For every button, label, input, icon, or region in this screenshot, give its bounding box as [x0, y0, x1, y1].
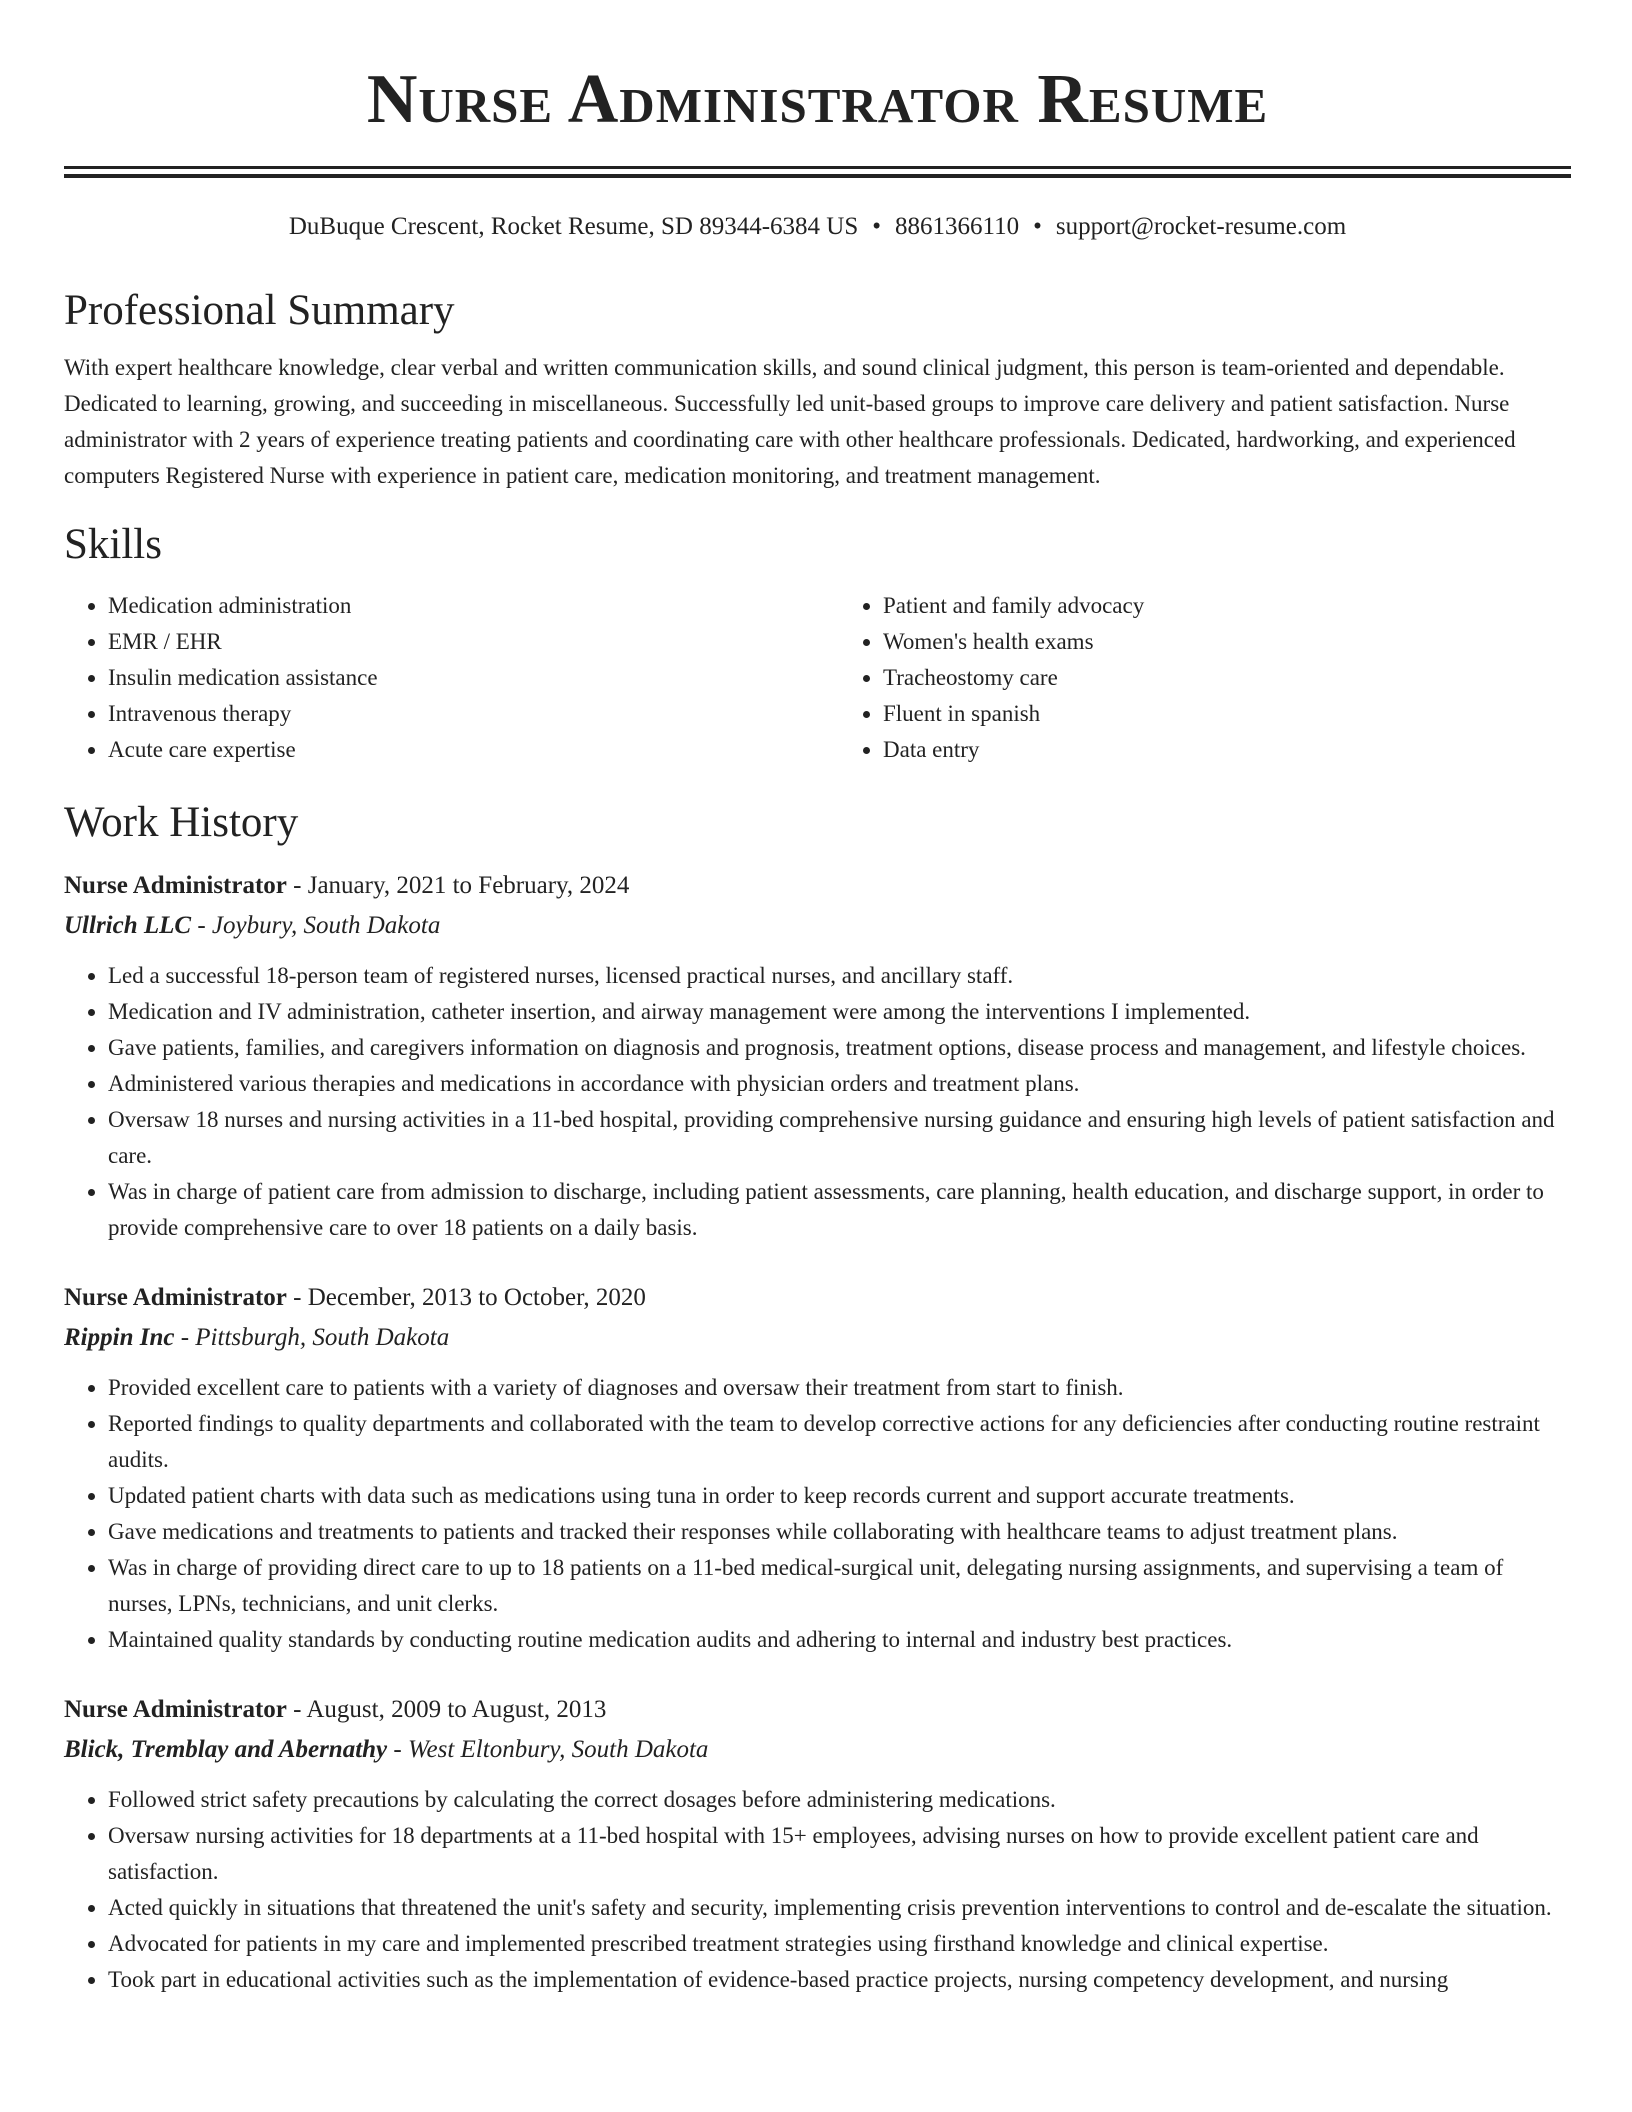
skill-item: • Tracheostomy care [883, 660, 1571, 696]
summary-section [64, 286, 1571, 494]
job-location: - West Eltonbury, South Dakota [387, 1736, 709, 1763]
skills-section [64, 520, 1571, 768]
title-divider [64, 166, 1571, 178]
job-header [64, 1278, 1571, 1318]
skills-heading: Skills [64, 521, 162, 568]
page-title: Nurse Administrator Resume [366, 61, 1269, 138]
job-company-line [64, 1318, 1571, 1358]
job-bullets [64, 1782, 1571, 1998]
job-bullet: • Gave medications and treatments to patients and tracked their responses while collaborating with healthcare teams to adjust treatment plans. [108, 1514, 1571, 1550]
job-bullet: • Was in charge of patient care from admission to discharge, including patient assessments, care planning, health education, and discharge support, in order to provide comprehensive care to over 18 patients on a daily basis. [108, 1174, 1571, 1246]
job-dates: - August, 2009 to August, 2013 [286, 1696, 607, 1723]
job-bullet: • Administered various therapies and medications in accordance with physician orders and treatment plans. [108, 1066, 1571, 1102]
contact-line [64, 212, 1571, 242]
job-bullet: • Was in charge of providing direct care to up to 18 patients on a 11-bed medical-surgical unit, delegating nursing assignments, and supervising a team of nurses, LPNs, technicians, and unit clerks. [108, 1550, 1571, 1622]
job-company-line [64, 906, 1571, 946]
job-bullet: • Oversaw 18 nurses and nursing activities in a 11-bed hospital, providing comprehensive nursing guidance and ensuring high levels of patient satisfaction and care. [108, 1102, 1571, 1174]
contact-address: DuBuque Crescent, Rocket Resume, SD 89344-6384 US [288, 213, 859, 240]
job-bullet: • Acted quickly in situations that threatened the unit's safety and security, implementing crisis prevention interventions to control and de-escalate the situation. [108, 1890, 1571, 1926]
job-company: Ullrich LLC [64, 912, 192, 939]
summary-text: With expert healthcare knowledge, clear verbal and written communication skills, and sound clinical judgment, this person is team-oriented and dependable. Dedicated to learning, growing, and succeeding in miscellaneous. Successfully led unit-based groups to improve care delivery and patient satisfaction. Nurse administrator with 2 years of experience treating patients and coordinating care with other healthcare professionals. Dedicated, hardworking, and experienced computers Registered Nurse with experience in patient care, medication monitoring, and treatment management. [64, 355, 1516, 488]
skill-item: • Patient and family advocacy [883, 588, 1571, 624]
job-header [64, 1690, 1571, 1730]
job-bullet: • Took part in educational activities such as the implementation of evidence-based practice projects, nursing competency development, and nursing [108, 1962, 1571, 1998]
job-bullet: • Provided excellent care to patients with a variety of diagnoses and oversaw their treatment from start to finish. [108, 1370, 1571, 1406]
job-bullet: • Followed strict safety precautions by calculating the correct dosages before administering medications. [108, 1782, 1571, 1818]
skill-item: • Insulin medication assistance [108, 660, 796, 696]
contact-separator: • [872, 213, 881, 240]
job-entry [64, 1690, 1571, 1998]
resume-page [64, 0, 1571, 1998]
work-history-heading: Work History [64, 799, 299, 846]
skill-item: • Intravenous therapy [108, 696, 796, 732]
skill-item: • Women's health exams [883, 624, 1571, 660]
contact-phone: 8861366110 [895, 213, 1020, 240]
skills-list-right [796, 588, 1571, 768]
job-entry [64, 866, 1571, 1246]
job-company-line [64, 1730, 1571, 1770]
job-bullet: • Updated patient charts with data such as medications using tuna in order to keep records current and support accurate treatments. [108, 1478, 1571, 1514]
job-location: - Joybury, South Dakota [191, 912, 441, 939]
job-bullet: • Advocated for patients in my care and implemented prescribed treatment strategies using firsthand knowledge and clinical expertise. [108, 1926, 1571, 1962]
skill-item: • EMR / EHR [108, 624, 796, 660]
job-bullet: • Reported findings to quality departments and collaborated with the team to develop corrective actions for any deficiencies after conducting routine restraint audits. [108, 1406, 1571, 1478]
job-bullet: • Oversaw nursing activities for 18 departments at a 11-bed hospital with 15+ employees, advising nurses on how to provide excellent patient care and satisfaction. [108, 1818, 1571, 1890]
job-title: Nurse Administrator [64, 1696, 287, 1723]
contact-separator: • [1033, 213, 1042, 240]
skills-columns [64, 588, 1571, 768]
job-company: Rippin Inc [64, 1324, 175, 1351]
job-bullet: • Gave patients, families, and caregivers information on diagnosis and prognosis, treatment options, disease process and management, and lifestyle choices. [108, 1030, 1571, 1066]
contact-email: support@rocket-resume.com [1055, 213, 1347, 240]
job-header [64, 866, 1571, 906]
work-history-section [64, 798, 1571, 1998]
skills-list-left [64, 588, 796, 768]
job-bullet: • Medication and IV administration, catheter insertion, and airway management were among the interventions I implemented. [108, 994, 1571, 1030]
job-title: Nurse Administrator [64, 872, 287, 899]
skill-item: • Data entry [883, 732, 1571, 768]
job-entry [64, 1278, 1571, 1658]
job-title: Nurse Administrator [64, 1284, 287, 1311]
skill-item: • Acute care expertise [108, 732, 796, 768]
skill-item: • Medication administration [108, 588, 796, 624]
job-company: Blick, Tremblay and Abernathy [64, 1736, 388, 1763]
job-bullet: • Led a successful 18-person team of registered nurses, licensed practical nurses, and ancillary staff. [108, 958, 1571, 994]
job-dates: - January, 2021 to February, 2024 [286, 872, 630, 899]
job-location: - Pittsburgh, South Dakota [174, 1324, 450, 1351]
job-bullets [64, 1370, 1571, 1658]
job-bullet: • Maintained quality standards by conducting routine medication audits and adhering to internal and industry best practices. [108, 1622, 1571, 1658]
summary-heading: Professional Summary [64, 287, 455, 334]
job-bullets [64, 958, 1571, 1246]
job-dates: - December, 2013 to October, 2020 [286, 1284, 646, 1311]
skill-item: • Fluent in spanish [883, 696, 1571, 732]
